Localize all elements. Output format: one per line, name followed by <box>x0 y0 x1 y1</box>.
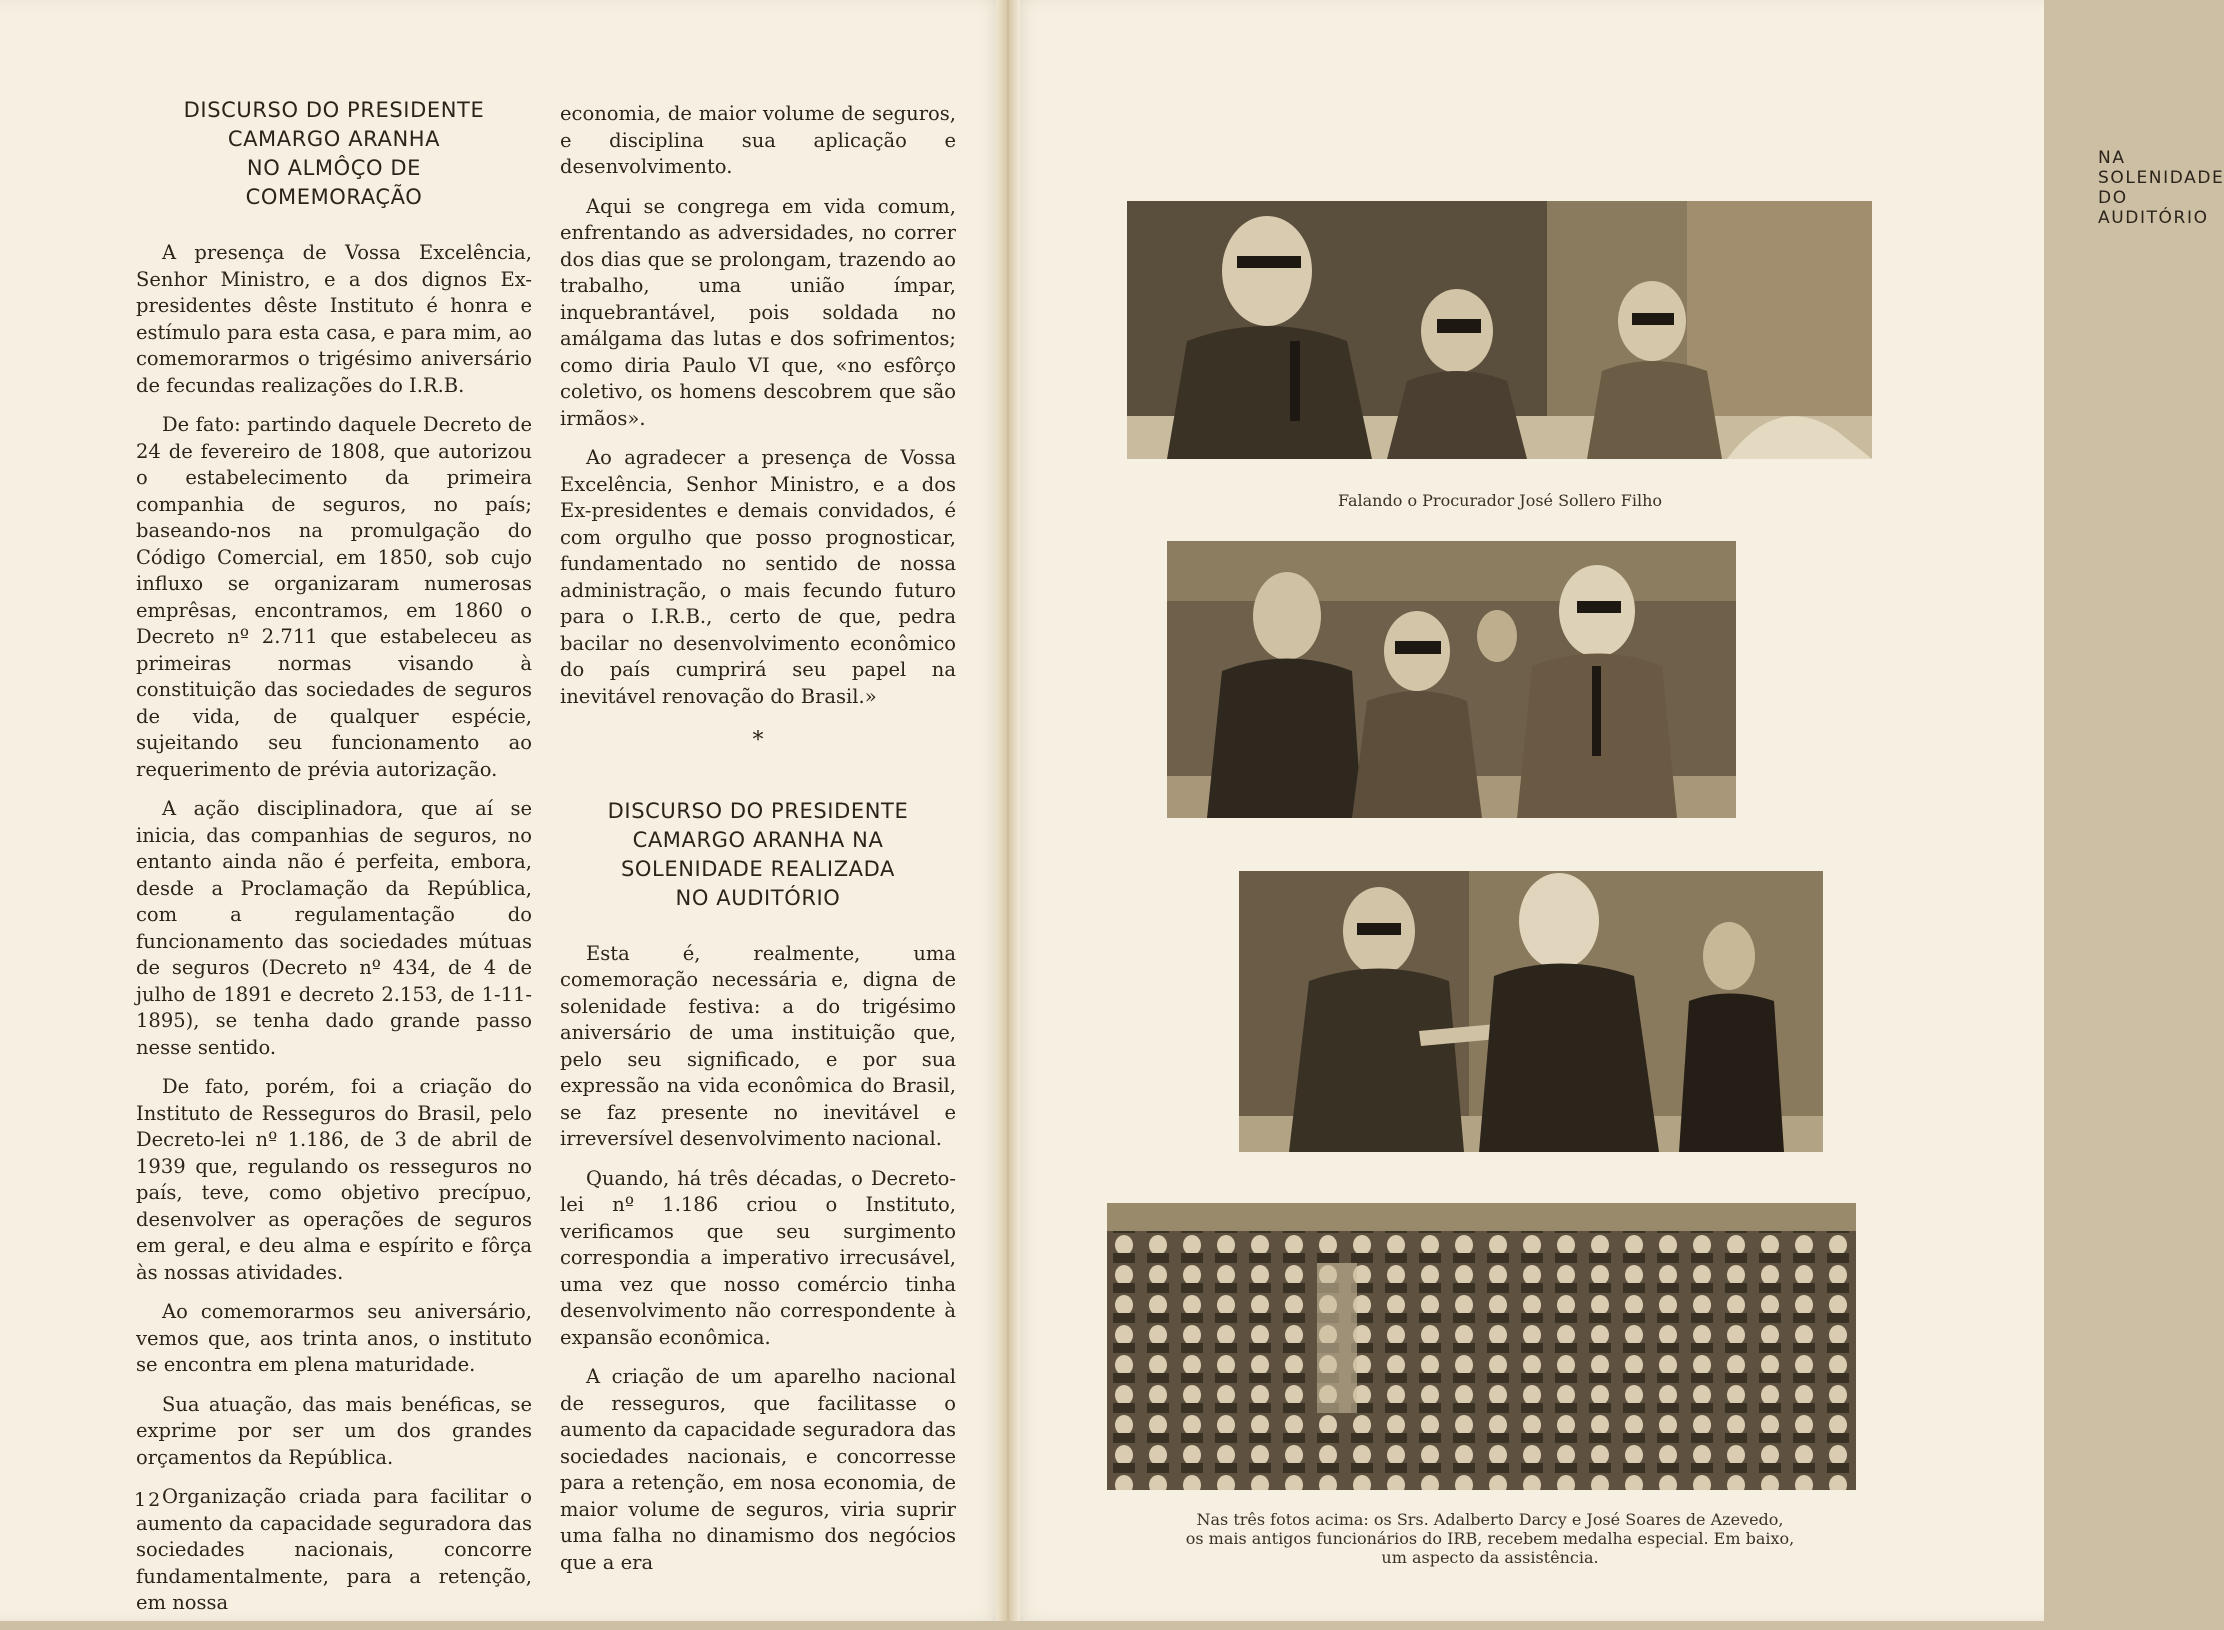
caption-line: um aspecto da assistência. <box>1381 1548 1599 1567</box>
heading-line: SOLENIDADE REALIZADA <box>620 856 896 881</box>
caption-line: Nas três fotos acima: os Srs. Adalberto Darcy e José Soares de Azevedo, <box>1196 1510 1784 1529</box>
heading-line: NO ALMÔÇO DE <box>246 156 422 180</box>
paragraph: A ação disciplinadora, que aí se inicia, das companhias de seguros, no entanto ainda não é perfeita, embora, desde a Proclamação da República, com a regulamentação do funcionamento das sociedades mútuas de seguros (Decreto nº 434, de 4 de julho de 1891 e decreto 2.153, de 1-11-1895), se tenha dado grande passo nesse sentido. <box>136 797 532 1059</box>
paragraph: De fato, porém, foi a criação do Instituto de Resseguros do Brasil, pelo Decreto-lei nº 1.186, de 3 de abril de 1939 que, regulando os resseguros no país, teve, como objetivo precípuo, desenvolver as operações de seguros em geral, e deu alma e espírito e fôrça às nossas atividades. <box>136 1075 532 1284</box>
caption-line: os mais antigos funcionários do IRB, recebem medalha especial. Em baixo, <box>1185 1529 1795 1548</box>
photo-audience <box>1107 1203 1856 1490</box>
photo-caption: Falando o Procurador José Sollero Filho <box>1337 491 1663 510</box>
heading-auditorio <box>560 797 956 913</box>
page-number: 12 <box>134 1489 163 1511</box>
text-column-left <box>136 96 532 1630</box>
paragraph: A criação de um aparelho nacional de resseguros, que facilitasse o aumento da capacidade seguradora das sociedades nacionais, e concorresse para a retenção, em nosa economia, de maior volume de seguros, viria suprir uma falha no dinamismo dos negócios que a era <box>560 1365 956 1574</box>
paragraph-continued: economia, de maior volume de seguros, e disciplina sua aplicação e desenvolvimento. <box>560 102 956 178</box>
paragraph: Aqui se congrega em vida comum, enfrentando as adversidades, no correr dos dias que se prolongam, trazendo ao trabalho, uma união ímpar, inquebrantável, pois soldada no amálgama das lutas e dos sofrimentos; como diria Paulo VI que, «no esfôrço coletivo, os homens descobrem que são irmãos». <box>560 194 956 430</box>
left-page <box>0 0 1008 1621</box>
book-gutter <box>996 0 1020 1621</box>
photo-medal-2 <box>1239 871 1823 1152</box>
paragraph: Organização criada para facilitar o aumento da capacidade seguradora das sociedades nacionais, concorre fundamentalmente, para a retenção, em nossa <box>136 1485 532 1614</box>
text-column-right <box>560 101 956 1589</box>
paragraph: Ao comemorarmos seu aniversário, vemos que, aos trinta anos, o instituto se encontra em plena maturidade. <box>136 1300 532 1376</box>
heading-almoco <box>136 96 532 212</box>
paragraph: Ao agradecer a presença de Vossa Excelência, Senhor Ministro, e a dos Ex-presidentes e demais convidados, é com orgulho que posso prognosticar, fundamentado no sentido de nossa administração, o mais fecundo futuro para o I.R.B., certo de que, pedra bacilar no desenvolvimento econômico do país cumprirá seu papel na inevitável renovação do Brasil.» <box>560 446 956 708</box>
heading-line: NO AUDITÓRIO <box>675 885 841 910</box>
heading-line: CAMARGO ARANHA <box>227 127 441 151</box>
paragraph: A presença de Vossa Excelência, Senhor Ministro, e a dos dignos Ex-presidentes dêste Instituto é honra e estímulo para esta casa, e para mim, ao comemorarmos o trigésimo aniversário de fecundas realizações do I.R.B. <box>136 241 532 397</box>
section-separator: * <box>752 728 764 753</box>
paragraph: De fato: partindo daquele Decreto de 24 de fevereiro de 1808, que autorizou o estabelecimento da primeira companhia de seguros, no país; baseando-nos na promulgação do Código Comercial, em 1850, sob cujo influxo se organizaram numerosas emprêsas, encontramos, em 1860 o Decreto nº 2.711 que estabeleceu as primeiras normas visando à constituição das sociedades de seguros de vida, de qualquer espécie, sujeitando seu funcionamento ao requerimento de prévia autorização. <box>136 413 532 781</box>
section-label: NA SOLENIDADE DO AUDITÓRIO <box>2098 148 2224 228</box>
paragraph: Esta é, realmente, uma comemoração necessária e, digna de solenidade festiva: a do trigésimo aniversário de uma instituição que, pelo seu significado, e por sua expressão na vida econômica do Brasil, se faz presente no inevitável e irreversível desenvolvimento nacional. <box>560 941 956 1150</box>
heading-line: DISCURSO DO PRESIDENTE <box>183 98 485 122</box>
heading-line: COMEMORAÇÃO <box>245 185 423 209</box>
photo-medal-1 <box>1167 541 1736 818</box>
paragraph: Sua atuação, das mais benéficas, se exprime por ser um dos grandes orçamentos da República. <box>136 1392 532 1469</box>
heading-line: DISCURSO DO PRESIDENTE <box>607 798 909 823</box>
photo-speaker <box>1127 201 1872 459</box>
paragraph: Quando, há três décadas, o Decreto-lei nº 1.186 criou o Instituto, verificamos que seu surgimento correspondia a imperativo irrecusável, uma vez que nosso comércio tinha desenvolvimento não correspondente à expansão econômica. <box>560 1166 956 1349</box>
heading-line: CAMARGO ARANHA NA <box>632 827 884 852</box>
bottom-caption <box>1140 1510 1840 1567</box>
